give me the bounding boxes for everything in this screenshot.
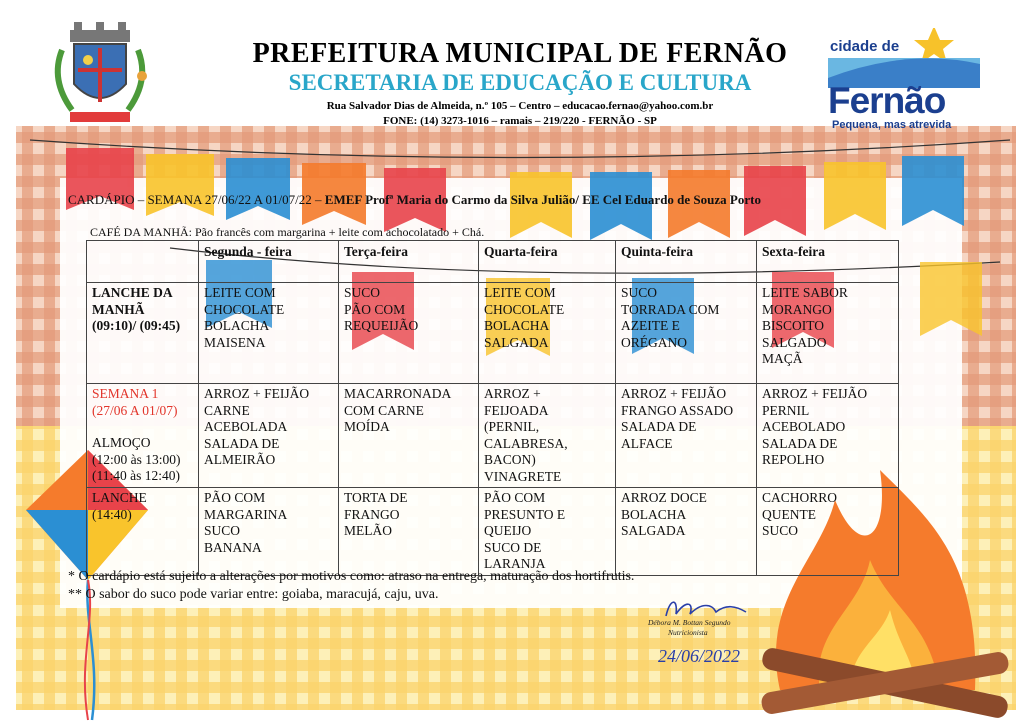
municipal-crest-icon [46, 20, 154, 130]
menu-item: CALABRESA, [484, 435, 568, 451]
week-label: SEMANA 1 [92, 386, 159, 401]
menu-title [68, 192, 761, 208]
header-address: Rua Salvador Dias de Almeida, n.º 105 – Centro – educacao.fernao@yahoo.com.br [326, 100, 714, 112]
menu-cell [616, 488, 757, 576]
menu-item: FRANGO ASSADO [621, 402, 734, 418]
city-logo [826, 28, 986, 132]
row-header-line: MANHÃ [92, 301, 145, 317]
menu-item: REPOLHO [762, 452, 825, 467]
menu-item: SUCO [762, 523, 799, 538]
menu-item: QUEIJO [484, 523, 532, 538]
row-header-afternoon-snack [87, 488, 199, 576]
menu-item: SUCO [204, 523, 241, 538]
menu-item: SUCO DE [484, 539, 542, 555]
menu-item: ACEBOLADO [762, 419, 846, 434]
menu-cell [339, 283, 479, 384]
menu-item: LEITE COM [484, 285, 556, 300]
menu-table [86, 240, 899, 576]
menu-title-school: EMEF Profª Maria do Carmo da Silva Julião/ EE Cel Eduardo de Souza Porto [324, 192, 761, 207]
logo-city-text: cidade de [830, 38, 900, 55]
day-header: Quarta-feira [479, 241, 616, 283]
menu-item: SALGADO [762, 334, 827, 350]
menu-header-row [87, 241, 899, 283]
table-row-lunch [87, 384, 899, 488]
menu-item: VINAGRETE [484, 468, 562, 484]
menu-item: MORANGO [762, 301, 832, 317]
menu-title-week: CARDÁPIO – SEMANA 27/06/22 A 01/07/22 – [68, 192, 322, 207]
menu-item: CACHORRO [762, 490, 838, 505]
menu-item: REQUEIJÃO [344, 318, 419, 333]
menu-item: ARROZ DOCE [621, 490, 707, 505]
menu-cell [479, 283, 616, 384]
menu-item: SUCO [344, 285, 381, 300]
header-title: PREFEITURA MUNICIPAL DE FERNÃO [252, 38, 788, 69]
menu-item: ACEBOLADA [204, 419, 288, 434]
menu-item: ORÉGANO [621, 334, 687, 350]
menu-cell [479, 488, 616, 576]
menu-item: PERNIL [762, 402, 810, 418]
nutritionist-role: Nutricionista [668, 628, 708, 637]
document-header [180, 38, 860, 128]
menu-item: ALMEIRÃO [204, 452, 276, 467]
nutritionist-signature [626, 594, 766, 674]
nutritionist-name: Débora M. Bottan Segundo [648, 618, 731, 627]
menu-item: SALADA DE [621, 419, 697, 434]
menu-corner-cell [87, 241, 199, 283]
menu-item: MAISENA [204, 334, 266, 350]
day-header: Segunda - feira [199, 241, 339, 283]
menu-item: MELÃO [344, 523, 392, 538]
menu-item: (PERNIL, [484, 419, 540, 434]
menu-item: TORRADA COM [621, 301, 720, 317]
menu-item: ARROZ + FEIJÃO [621, 386, 727, 401]
menu-item: ARROZ + FEIJÃO [762, 386, 868, 401]
menu-item: CHOCOLATE [484, 301, 565, 317]
menu-item: BISCOITO [762, 318, 825, 333]
menu-item: PÃO COM [204, 490, 266, 505]
footnote-juice-flavor: ** O sabor do suco pode variar entre: goiaba, maracujá, caju, uva. [68, 587, 439, 602]
menu-item: FRANGO [344, 506, 400, 522]
menu-item: PÃO COM [484, 490, 546, 505]
menu-cell [199, 283, 339, 384]
logo-name-text: Fernão [828, 80, 946, 121]
row-header-line: LANCHE DA [92, 285, 173, 300]
menu-cell [339, 384, 479, 488]
menu-item: SUCO [621, 285, 658, 300]
header-phone: FONE: (14) 3273-1016 – ramais – 219/220 - FERNÃO - SP [383, 115, 657, 127]
menu-item: MACARRONADA [344, 386, 452, 401]
menu-cell [199, 488, 339, 576]
menu-item: LARANJA [484, 556, 546, 571]
menu-item: COM CARNE [344, 402, 424, 418]
menu-item: FEIJOADA [484, 402, 549, 418]
menu-item: CHOCOLATE [204, 301, 285, 317]
row-header-line: (09:10)/ (09:45) [92, 318, 181, 333]
menu-cell [616, 384, 757, 488]
menu-item: LEITE COM [204, 285, 276, 300]
breakfast-line: CAFÉ DA MANHÃ: Pão francês com margarina + leite com achocolatado + Chá. [90, 225, 485, 239]
menu-item: LEITE SABOR [762, 285, 848, 300]
menu-item: ALFACE [621, 435, 673, 451]
table-row-afternoon-snack [87, 488, 899, 576]
menu-item: SALGADA [484, 334, 549, 350]
row-header-line: ALMOÇO [92, 435, 151, 450]
menu-item: SALADA DE [762, 435, 838, 451]
day-header: Quinta-feira [616, 241, 757, 283]
menu-item: BACON) [484, 452, 536, 467]
menu-cell [757, 283, 899, 384]
day-header: Terça-feira [339, 241, 479, 283]
row-header-lunch [87, 384, 199, 488]
menu-cell [757, 488, 899, 576]
menu-item: MARGARINA [204, 506, 288, 522]
row-header-line: (12:00 às 13:00) [92, 451, 181, 467]
row-header-line: (14:40) [92, 506, 132, 522]
week-range: (27/06 A 01/07) [92, 402, 178, 418]
menu-item: PRESUNTO E [484, 506, 566, 522]
menu-item: AZEITE E [621, 318, 680, 333]
table-row-morning-snack [87, 283, 899, 384]
menu-cell [339, 488, 479, 576]
menu-item: PÃO COM [344, 301, 406, 317]
header-subtitle: SECRETARIA DE EDUCAÇÃO E CULTURA [288, 70, 752, 95]
menu-item: CARNE [204, 402, 250, 418]
menu-cell [199, 384, 339, 488]
menu-item: BOLACHA [204, 318, 270, 333]
menu-item: TORTA DE [344, 490, 408, 505]
menu-item: ARROZ + [484, 386, 541, 401]
menu-item: ARROZ + FEIJÃO [204, 386, 310, 401]
menu-cell [616, 283, 757, 384]
menu-item: BOLACHA [484, 318, 550, 333]
menu-item: BOLACHA [621, 506, 687, 522]
menu-cell [757, 384, 899, 488]
menu-item: MAÇÃ [762, 351, 803, 366]
row-header-morning-snack [87, 283, 199, 384]
menu-cell [479, 384, 616, 488]
menu-item: QUENTE [762, 506, 816, 522]
menu-item: SALADA DE [204, 435, 280, 451]
row-header-line: LANCHE [92, 490, 147, 505]
menu-item: BANANA [204, 539, 262, 555]
footnote-menu-changes: * O cardápio está sujeito a alterações por motivos como: atraso na entrega, maturação dos hortifrutis. [68, 569, 635, 584]
row-header-line: (11:40 às 12:40) [92, 468, 180, 483]
signature-date: 24/06/2022 [658, 646, 741, 666]
menu-item: MOÍDA [344, 419, 390, 434]
logo-slogan: Pequena, mas atrevida [832, 119, 952, 131]
day-header: Sexta-feira [757, 241, 899, 283]
menu-item: SALGADA [621, 523, 686, 538]
